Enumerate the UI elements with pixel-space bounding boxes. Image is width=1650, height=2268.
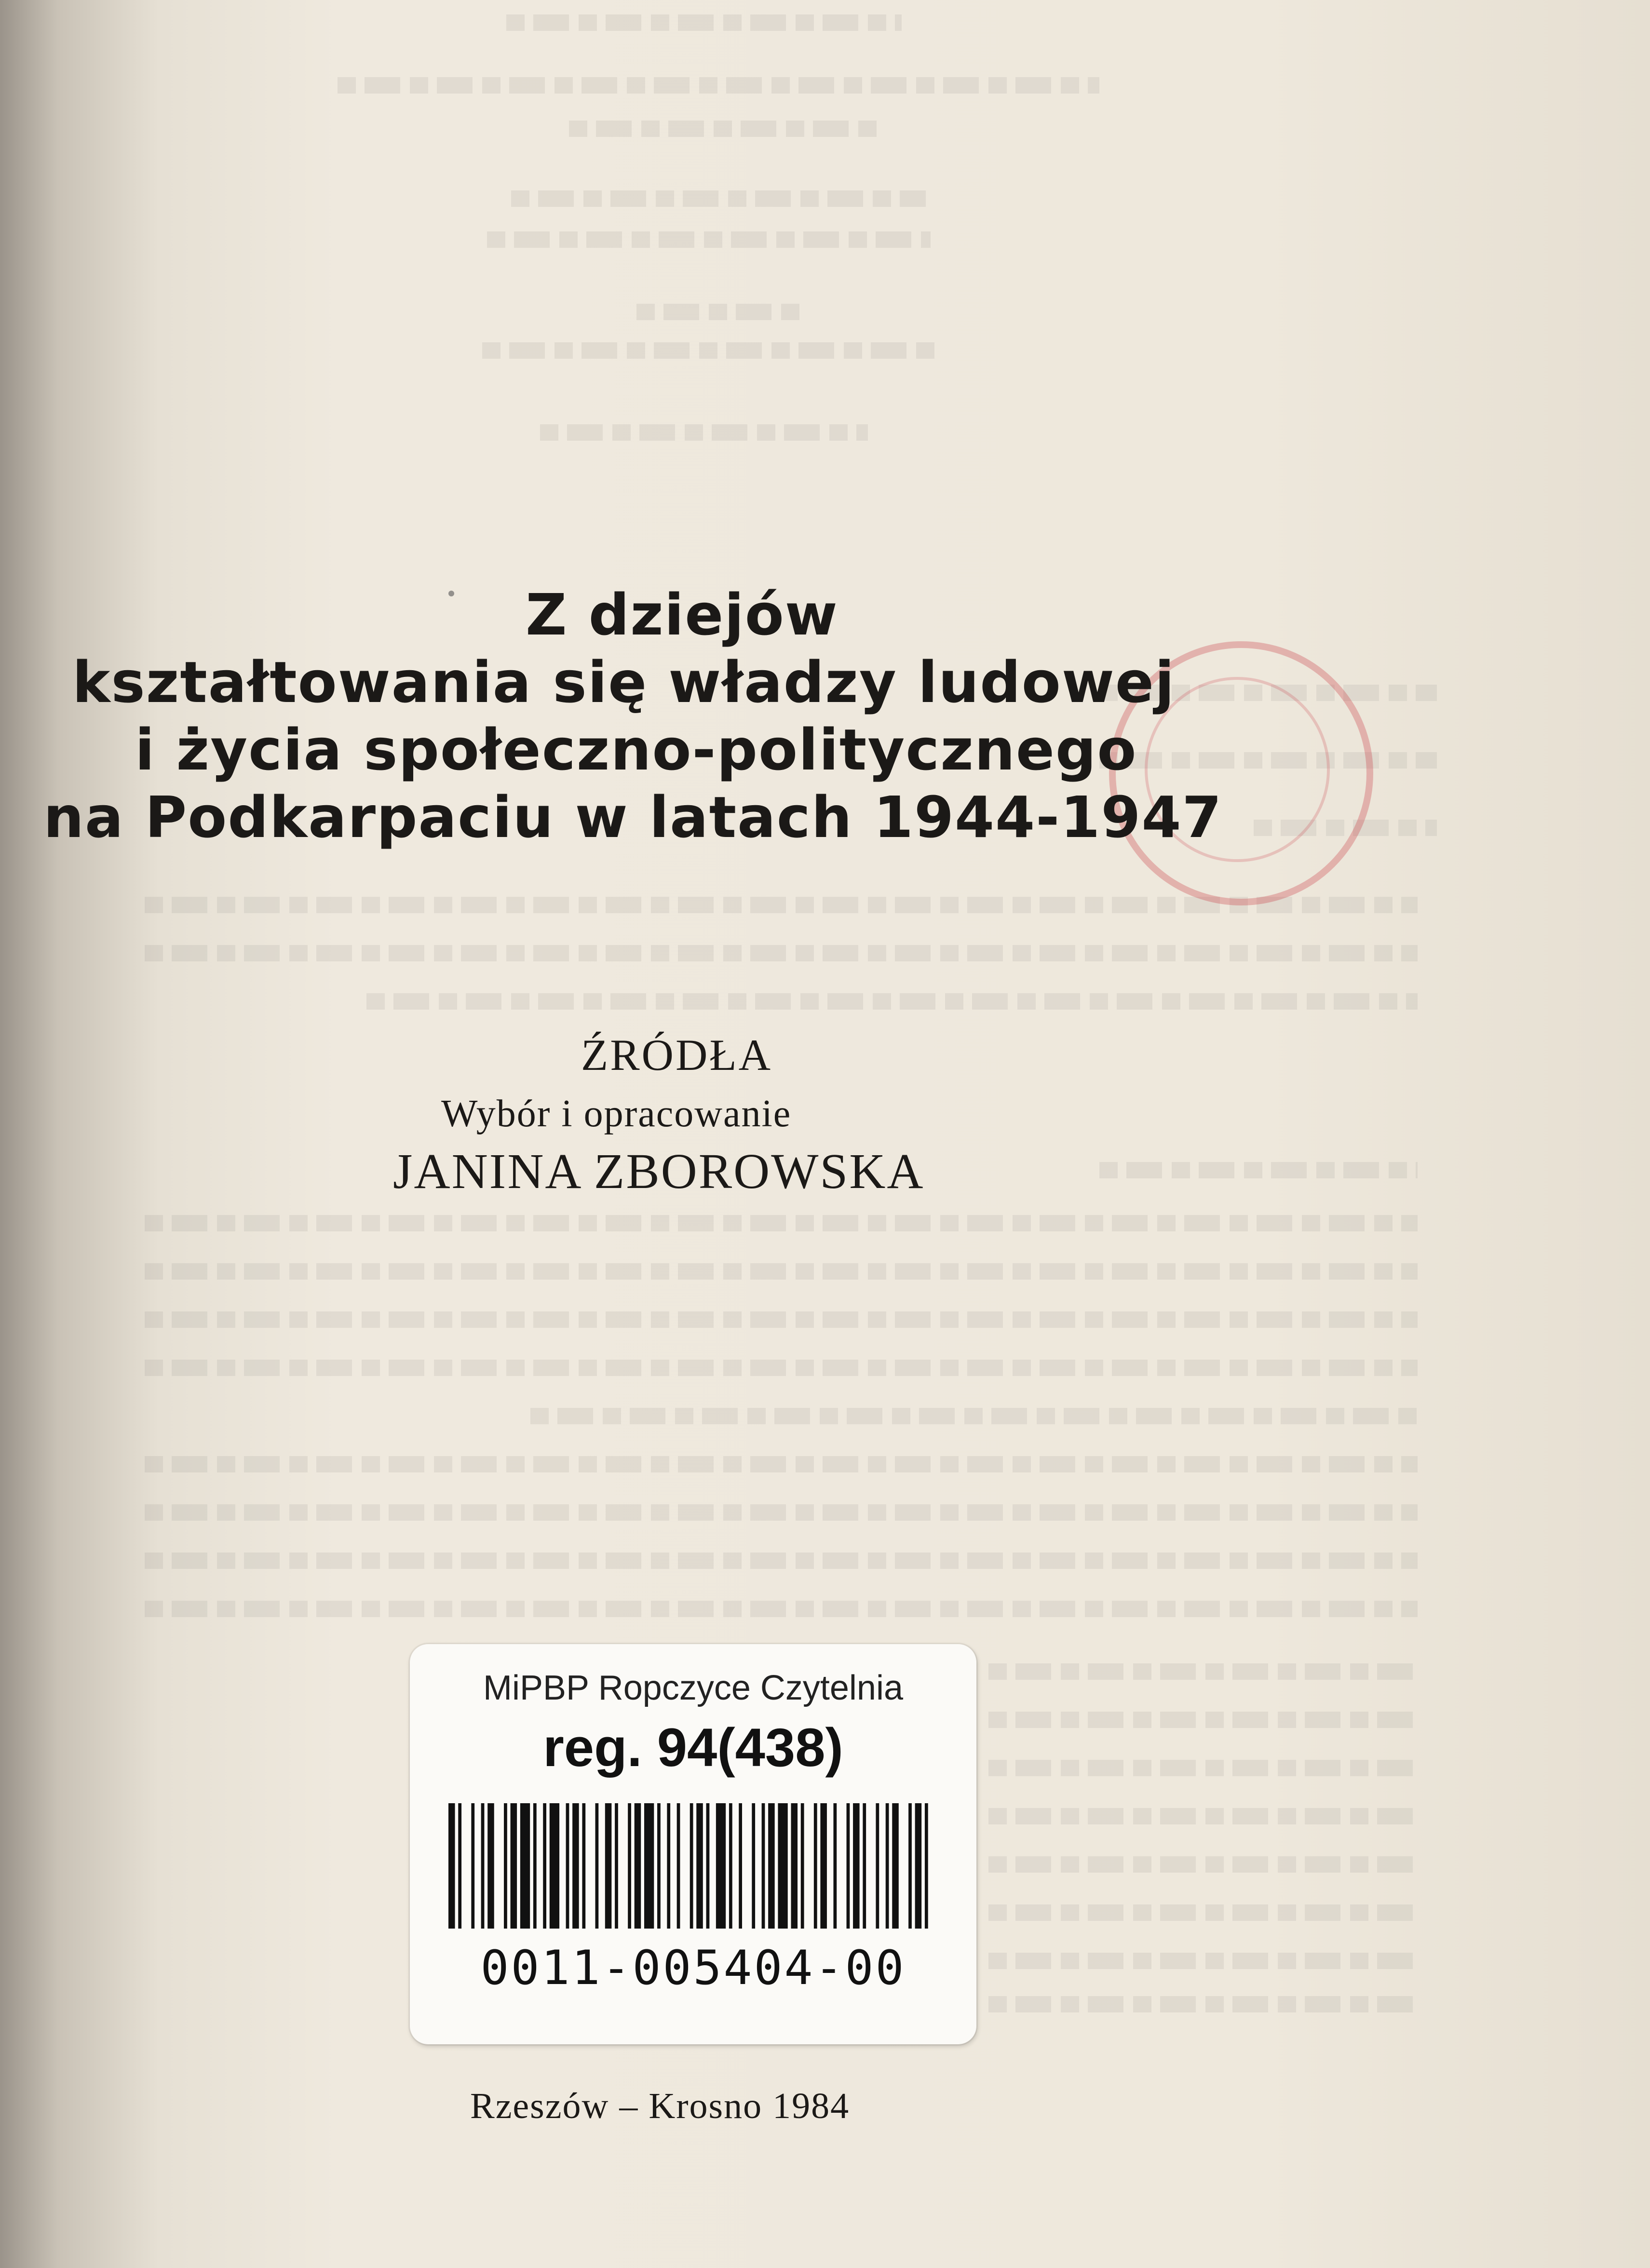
barcode-bar xyxy=(471,1803,474,1929)
author-name: JANINA ZBOROWSKA xyxy=(393,1144,925,1199)
barcode-bar xyxy=(667,1803,670,1929)
barcode-number: 0011-005404-00 xyxy=(480,1941,906,1996)
barcode-bar xyxy=(791,1803,798,1929)
barcode-bar xyxy=(595,1803,599,1929)
barcode-bar xyxy=(768,1803,775,1929)
barcode-bar xyxy=(533,1803,537,1929)
barcode-bar xyxy=(635,1803,641,1929)
barcode-bar xyxy=(706,1803,710,1929)
barcode-bar xyxy=(915,1803,922,1929)
barcode-bar xyxy=(690,1803,693,1929)
barcode-bar xyxy=(448,1803,455,1929)
barcode-bar xyxy=(876,1803,879,1929)
editor-note: Wybór i opracowanie xyxy=(441,1093,792,1135)
barcode-bar xyxy=(820,1803,827,1929)
barcode-bar xyxy=(752,1803,755,1929)
barcode-bar xyxy=(729,1803,732,1929)
barcode-bar xyxy=(892,1803,899,1929)
barcode-bar xyxy=(778,1803,787,1929)
barcode-bar xyxy=(677,1803,680,1929)
library-name: MiPBP Ropczyce Czytelnia xyxy=(483,1669,903,1707)
barcode-bar xyxy=(481,1803,485,1929)
barcode-bar xyxy=(886,1803,889,1929)
barcode-bar xyxy=(716,1803,726,1929)
barcode-bar xyxy=(615,1803,618,1929)
barcode-bar xyxy=(487,1803,494,1929)
imprint: Rzeszów – Krosno 1984 xyxy=(470,2086,850,2126)
title-line-4: na Podkarpaciu w latach 1944-1947 xyxy=(43,784,1223,850)
barcode-bar xyxy=(762,1803,765,1929)
barcode-bar xyxy=(511,1803,517,1929)
title-line-1: Z dziejów xyxy=(526,581,839,648)
barcode-bar xyxy=(628,1803,631,1929)
title-line-3: i życia społeczno-politycznego xyxy=(135,716,1137,783)
barcode-bar xyxy=(657,1803,661,1929)
barcode-bar xyxy=(520,1803,530,1929)
barcode-bar xyxy=(582,1803,585,1929)
barcode-bar xyxy=(644,1803,654,1929)
barcode-bar xyxy=(550,1803,559,1929)
barcode-bar xyxy=(605,1803,612,1929)
registry-number: reg. 94(438) xyxy=(543,1717,843,1778)
barcode-bar xyxy=(814,1803,817,1929)
ink-speck xyxy=(448,591,454,596)
barcode-bar xyxy=(572,1803,579,1929)
barcode-bar xyxy=(739,1803,742,1929)
library-barcode-label xyxy=(410,1644,976,2044)
barcode-bar xyxy=(847,1803,850,1929)
barcode-bar xyxy=(504,1803,507,1929)
barcode-bar xyxy=(458,1803,461,1929)
subtitle: ŹRÓDŁA xyxy=(581,1030,773,1080)
barcode-bar xyxy=(543,1803,546,1929)
barcode-bar xyxy=(566,1803,569,1929)
barcode-bar xyxy=(853,1803,860,1929)
barcode-bar xyxy=(925,1803,928,1929)
barcode-bar xyxy=(863,1803,866,1929)
title-line-2: kształtowania się władzy ludowej xyxy=(72,649,1176,716)
barcode-bar xyxy=(801,1803,804,1929)
barcode-bar xyxy=(908,1803,912,1929)
barcode xyxy=(448,1803,938,1929)
barcode-bar xyxy=(696,1803,703,1929)
barcode-bar xyxy=(833,1803,837,1929)
